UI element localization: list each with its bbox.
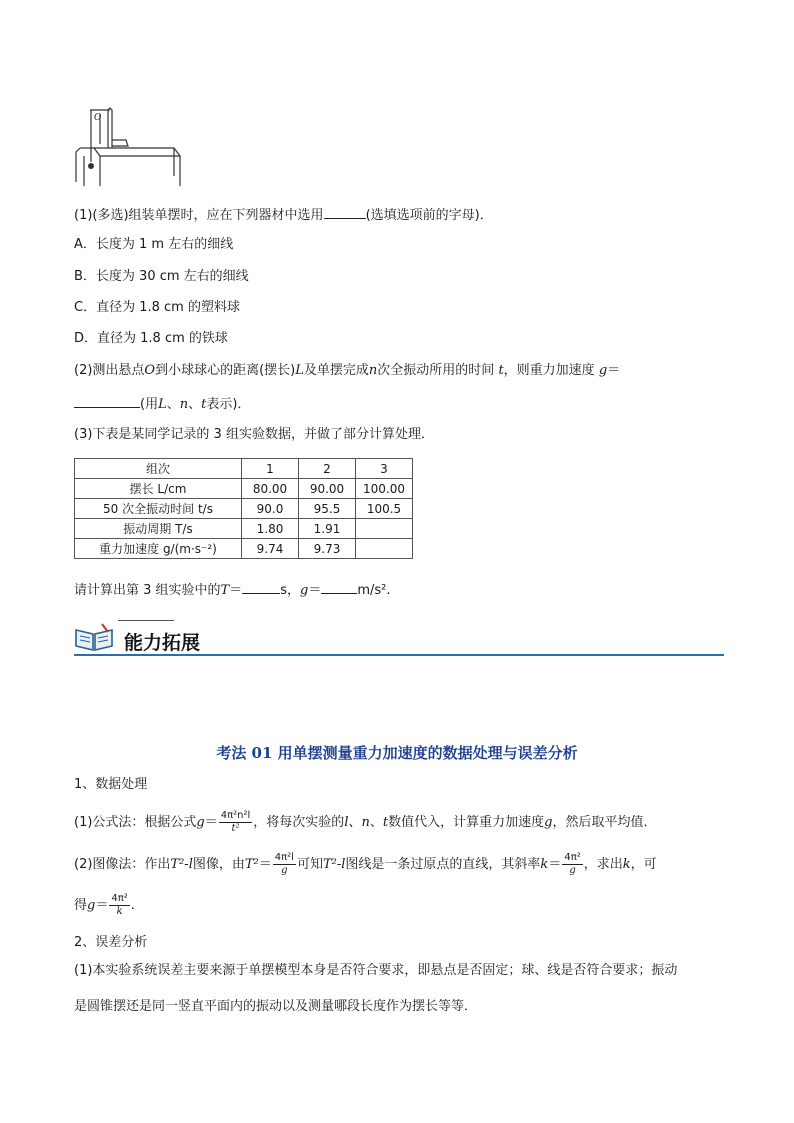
q2-stem: (2)测出悬点O到小球球心的距离(摆长)L及单摆完成n次全振动所用的时间 t，则重力加速度 g＝ <box>74 363 621 378</box>
graph-method-line2: 得g＝ $\frac{\text{4π²}}{k}$ . <box>74 893 135 917</box>
q1-answer-blank[interactable] <box>324 204 366 219</box>
section-top-line <box>118 620 174 621</box>
q1-option-c: C．直径为 1.8 cm 的塑料球 <box>74 300 240 315</box>
method-title: 考法 01 用单摆测量重力加速度的数据处理与误差分析 <box>216 744 578 762</box>
data-processing-heading: 1、数据处理 <box>74 777 148 792</box>
graph-fraction: $\frac{\text{4π²l}}{g}$ <box>274 852 294 876</box>
q2-answer-blank[interactable] <box>74 393 140 408</box>
table-row: 摆长 L/cm 80.00 90.00 100.00 <box>75 479 413 499</box>
q1-stem: (1)(多选)组装单摆时，应在下列器材中选用 (选填选项前的字母)． <box>74 204 493 226</box>
q1-option-b: B．长度为 30 cm 左右的细线 <box>74 269 249 284</box>
q2-line2: (用L、n、t表示)． <box>74 393 250 415</box>
g-fraction: $\frac{\text{4π²}}{k}$ <box>111 893 128 917</box>
point-o-label: O <box>94 113 102 123</box>
experiment-data-table <box>74 458 413 559</box>
error-analysis-heading: 2、误差分析 <box>74 935 148 950</box>
q3-gravity-blank[interactable] <box>321 579 357 594</box>
q3-stem: (3)下表是某同学记录的 3 组实验数据，并做了部分计算处理． <box>74 427 434 442</box>
formula-fraction: $\frac{\text{4π²n²l}}{\text{t²}}$ <box>220 810 251 834</box>
formula-method: (1)公式法：根据公式g＝ $\frac{\text{4π²n²l}}{\text{t²}}$ ，将每次实验的l、n、t数值代入，计算重力加速度g，然后取平均值． <box>74 810 657 834</box>
table-row: 振动周期 T/s 1.80 1.91 <box>75 519 413 539</box>
table-header-row: 组次 1 2 3 <box>75 459 413 479</box>
error-analysis-line1: (1)本实验系统误差主要来源于单摆模型本身是否符合要求，即悬点是否固定；球、线是否符合要求；振动 <box>74 963 678 978</box>
q1-option-a: A．长度为 1 m 左右的细线 <box>74 237 234 252</box>
q1-option-d: D．直径为 1.8 cm 的铁球 <box>74 331 228 346</box>
section-header <box>74 620 724 658</box>
open-book-icon <box>74 622 114 652</box>
q3-ask: 请计算出第 3 组实验中的T＝ s，g＝ m/s². <box>74 579 391 601</box>
section-title: 能力拓展 <box>124 632 201 654</box>
section-rule <box>74 654 724 656</box>
pendulum-apparatus-figure <box>72 100 184 190</box>
table-row: 重力加速度 g/(m·s⁻²) 9.74 9.73 <box>75 539 413 559</box>
graph-method: (2)图像法：作出T²-l图像，由T²＝ $\frac{\text{4π²l}}{g}$ 可知T²-l图线是一条过原点的直线，其斜率k＝ $\frac{\text{4π²}}{g}$ ，求出k，可 <box>74 852 657 876</box>
slope-fraction: $\frac{\text{4π²}}{g}$ <box>564 852 581 876</box>
error-analysis-line2: 是圆锥摆还是同一竖直平面内的振动以及测量哪段长度作为摆长等等． <box>74 999 478 1014</box>
q3-period-blank[interactable] <box>242 579 280 594</box>
table-row: 50 次全振动时间 t/s 90.0 95.5 100.5 <box>75 499 413 519</box>
